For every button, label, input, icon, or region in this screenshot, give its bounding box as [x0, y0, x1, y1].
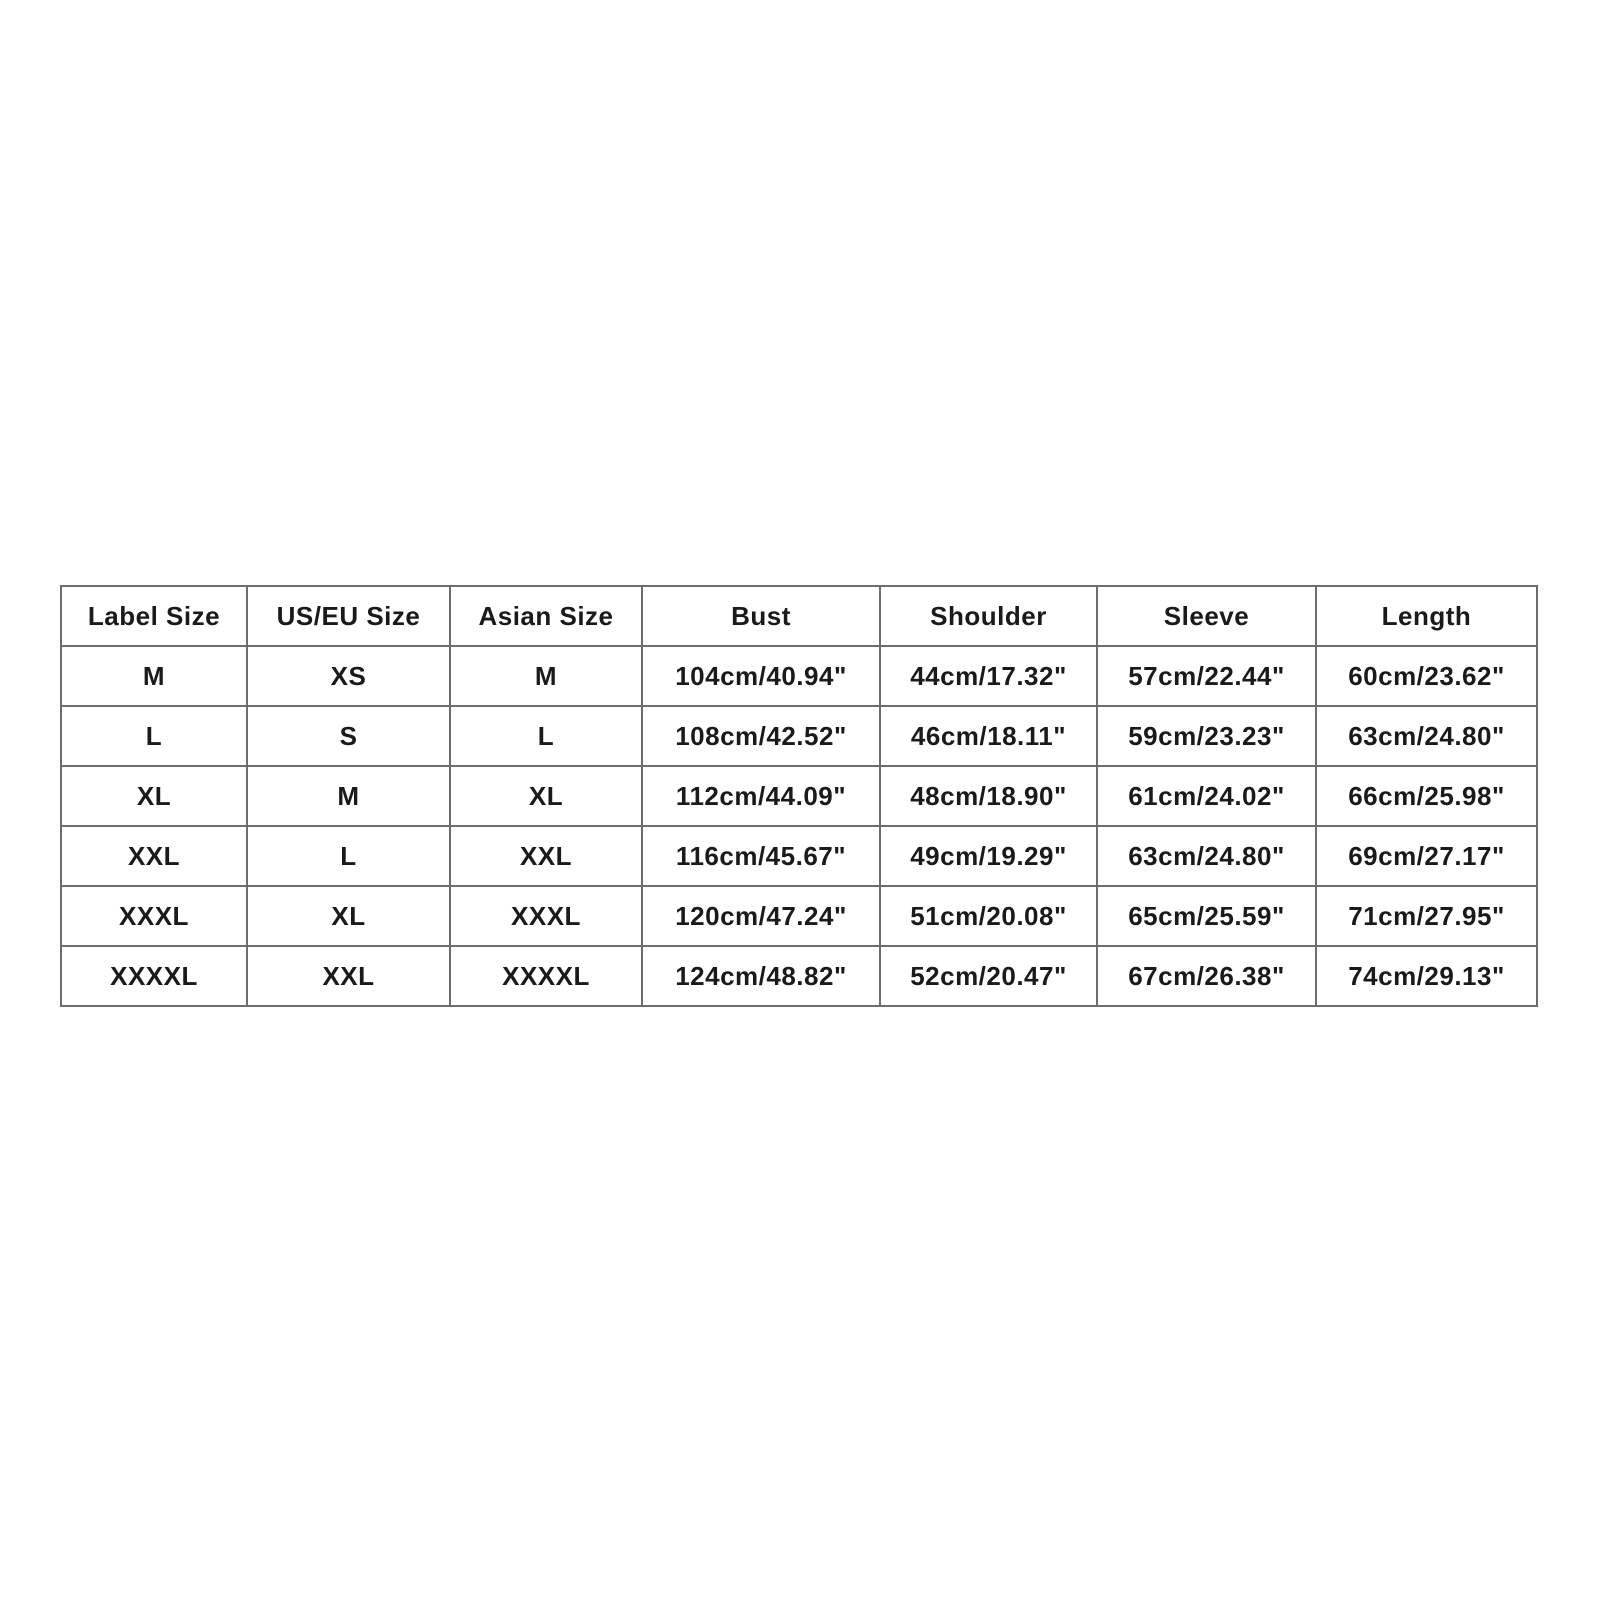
cell-length: 74cm/29.13" [1316, 946, 1537, 1006]
cell-shoulder: 49cm/19.29" [880, 826, 1097, 886]
cell-asian-size: XXL [450, 826, 642, 886]
size-chart-table [60, 585, 1538, 1007]
cell-bust: 108cm/42.52" [642, 706, 880, 766]
cell-label-size: XXL [61, 826, 247, 886]
header-sleeve: Sleeve [1097, 586, 1316, 646]
cell-asian-size: XL [450, 766, 642, 826]
cell-us-eu-size: XL [247, 886, 450, 946]
cell-sleeve: 59cm/23.23" [1097, 706, 1316, 766]
cell-us-eu-size: XS [247, 646, 450, 706]
cell-asian-size: L [450, 706, 642, 766]
cell-length: 63cm/24.80" [1316, 706, 1537, 766]
cell-length: 69cm/27.17" [1316, 826, 1537, 886]
table-row [61, 646, 1537, 706]
cell-sleeve: 57cm/22.44" [1097, 646, 1316, 706]
cell-sleeve: 67cm/26.38" [1097, 946, 1316, 1006]
cell-sleeve: 65cm/25.59" [1097, 886, 1316, 946]
cell-asian-size: XXXL [450, 886, 642, 946]
header-asian-size: Asian Size [450, 586, 642, 646]
cell-bust: 112cm/44.09" [642, 766, 880, 826]
cell-bust: 116cm/45.67" [642, 826, 880, 886]
cell-label-size: L [61, 706, 247, 766]
header-length: Length [1316, 586, 1537, 646]
cell-shoulder: 44cm/17.32" [880, 646, 1097, 706]
cell-shoulder: 52cm/20.47" [880, 946, 1097, 1006]
cell-sleeve: 61cm/24.02" [1097, 766, 1316, 826]
cell-label-size: M [61, 646, 247, 706]
cell-shoulder: 51cm/20.08" [880, 886, 1097, 946]
header-label-size: Label Size [61, 586, 247, 646]
table-row [61, 946, 1537, 1006]
cell-asian-size: XXXXL [450, 946, 642, 1006]
cell-us-eu-size: L [247, 826, 450, 886]
cell-shoulder: 46cm/18.11" [880, 706, 1097, 766]
cell-bust: 104cm/40.94" [642, 646, 880, 706]
cell-label-size: XXXXL [61, 946, 247, 1006]
table-row [61, 706, 1537, 766]
table-row [61, 766, 1537, 826]
header-us-eu-size: US/EU Size [247, 586, 450, 646]
header-shoulder: Shoulder [880, 586, 1097, 646]
cell-length: 60cm/23.62" [1316, 646, 1537, 706]
cell-label-size: XL [61, 766, 247, 826]
cell-us-eu-size: XXL [247, 946, 450, 1006]
table-row [61, 826, 1537, 886]
cell-length: 71cm/27.95" [1316, 886, 1537, 946]
cell-label-size: XXXL [61, 886, 247, 946]
cell-asian-size: M [450, 646, 642, 706]
cell-length: 66cm/25.98" [1316, 766, 1537, 826]
table-row [61, 886, 1537, 946]
cell-us-eu-size: S [247, 706, 450, 766]
cell-sleeve: 63cm/24.80" [1097, 826, 1316, 886]
cell-us-eu-size: M [247, 766, 450, 826]
cell-bust: 124cm/48.82" [642, 946, 880, 1006]
header-row [61, 586, 1537, 646]
cell-shoulder: 48cm/18.90" [880, 766, 1097, 826]
cell-bust: 120cm/47.24" [642, 886, 880, 946]
header-bust: Bust [642, 586, 880, 646]
